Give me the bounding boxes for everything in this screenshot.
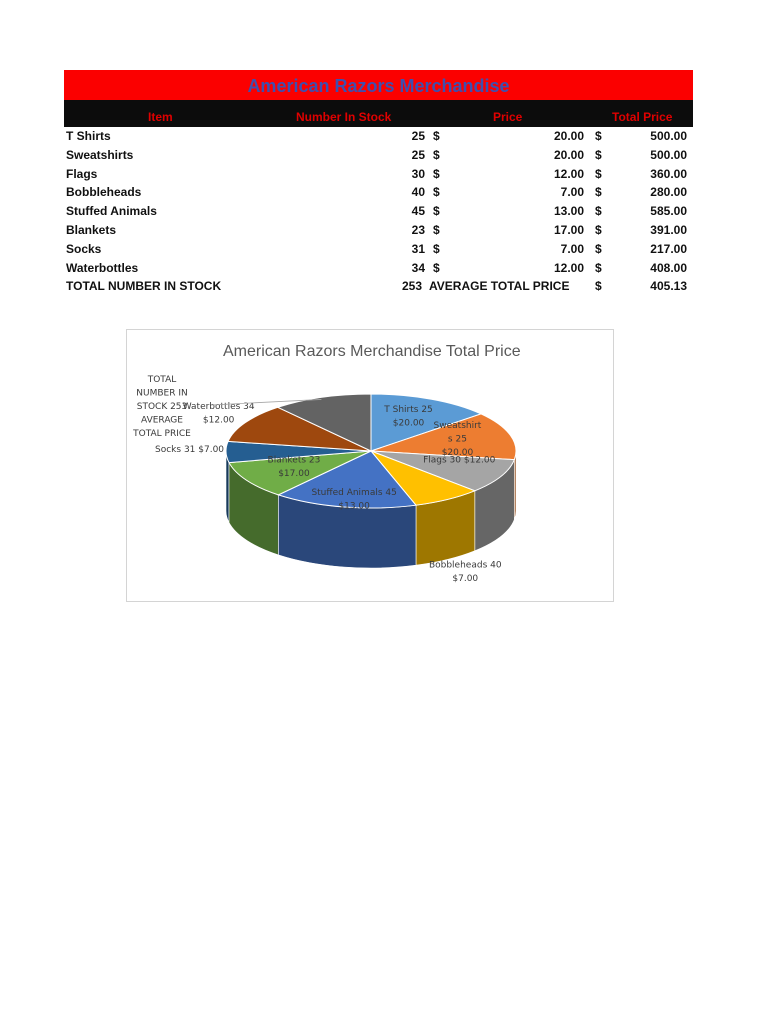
table-row xyxy=(64,146,693,165)
table-row xyxy=(64,259,693,278)
table-row xyxy=(64,183,693,202)
item-cell: T Shirts xyxy=(66,129,111,143)
pie-data-label: $12.00 xyxy=(202,415,235,426)
currency-symbol: $ xyxy=(433,129,440,143)
pie-data-label: Sweatshirt xyxy=(433,420,482,431)
summary-dollar: $ xyxy=(595,279,602,294)
pie-chart xyxy=(126,329,614,602)
pie-chart-svg xyxy=(127,330,613,601)
price-cell: 12.00 xyxy=(553,166,584,181)
item-cell: Stuffed Animals xyxy=(66,204,157,219)
pie-data-label: Waterbottles 34 xyxy=(182,402,255,413)
pie-data-label: AVERAGE xyxy=(141,415,183,426)
pie-data-label: TOTAL xyxy=(147,375,177,385)
total-price-cell: 391.00 xyxy=(650,222,687,237)
stock-cell: 23 xyxy=(411,222,425,237)
currency-symbol: $ xyxy=(595,260,602,275)
summary-row xyxy=(64,277,693,296)
pie-data-label: s 25 xyxy=(447,434,467,445)
stock-cell: 34 xyxy=(411,260,425,275)
total-price-cell: 500.00 xyxy=(650,147,687,162)
currency-symbol: $ xyxy=(595,129,602,143)
currency-symbol: $ xyxy=(595,185,602,200)
table-row xyxy=(64,202,693,221)
currency-symbol: $ xyxy=(595,147,602,162)
header-total: Total Price xyxy=(612,110,673,124)
price-cell: 12.00 xyxy=(553,260,584,275)
total-price-cell: 500.00 xyxy=(650,129,687,143)
currency-symbol: $ xyxy=(433,166,440,181)
table-row xyxy=(64,165,693,184)
summary-label: TOTAL NUMBER IN STOCK xyxy=(66,279,222,294)
stock-cell: 40 xyxy=(411,185,425,200)
price-cell: 7.00 xyxy=(560,241,584,256)
item-cell: Sweatshirts xyxy=(66,147,134,162)
summary-avg-label: AVERAGE TOTAL PRICE xyxy=(429,279,570,294)
header-price: Price xyxy=(493,110,523,124)
price-cell: 20.00 xyxy=(553,129,584,143)
table-header-row xyxy=(64,100,693,127)
stock-cell: 30 xyxy=(411,166,425,181)
total-price-cell: 280.00 xyxy=(650,185,687,200)
item-cell: Flags xyxy=(66,166,98,181)
currency-symbol: $ xyxy=(433,204,440,219)
pie-data-label: $7.00 xyxy=(452,573,479,584)
pie-data-label: NUMBER IN xyxy=(136,388,188,399)
stock-cell: 45 xyxy=(411,204,425,219)
total-price-cell: 585.00 xyxy=(650,204,687,219)
pie-data-label: $20.00 xyxy=(441,447,474,458)
total-price-cell: 408.00 xyxy=(650,260,687,275)
stock-cell: 31 xyxy=(411,241,425,256)
pie-data-label: Bobbleheads 40 xyxy=(428,560,502,571)
header-stock: Number In Stock xyxy=(296,110,392,124)
item-cell: Socks xyxy=(66,241,102,256)
currency-symbol: $ xyxy=(595,222,602,237)
table-body xyxy=(64,127,693,277)
pie-data-label: Flags 30 $12.00 xyxy=(423,455,496,466)
pie-data-label: $17.00 xyxy=(278,468,310,479)
pie-data-label: Socks 31 $7.00 xyxy=(155,445,225,456)
total-price-cell: 360.00 xyxy=(650,166,687,181)
currency-symbol: $ xyxy=(595,241,602,256)
item-cell: Blankets xyxy=(66,222,117,237)
currency-symbol: $ xyxy=(595,166,602,181)
table-row xyxy=(64,221,693,240)
merchandise-sheet xyxy=(64,70,693,296)
pie-data-label: TOTAL PRICE xyxy=(133,429,191,439)
sheet-title: American Razors Merchandise xyxy=(64,70,693,100)
total-price-cell: 217.00 xyxy=(650,241,687,256)
item-cell: Bobbleheads xyxy=(66,185,142,200)
stock-cell: 25 xyxy=(411,147,425,162)
price-cell: 17.00 xyxy=(553,222,584,237)
stock-cell: 25 xyxy=(411,129,425,143)
price-cell: 7.00 xyxy=(560,185,584,200)
currency-symbol: $ xyxy=(595,204,602,219)
item-cell: Waterbottles xyxy=(66,260,139,275)
currency-symbol: $ xyxy=(433,222,440,237)
price-cell: 13.00 xyxy=(553,204,584,219)
summary-stock: 253 xyxy=(402,279,423,294)
table-row xyxy=(64,240,693,259)
pie-data-label: Stuffed Animals 45 xyxy=(311,487,397,498)
currency-symbol: $ xyxy=(433,260,440,275)
pie-data-label: Blankets 23 xyxy=(267,455,321,466)
currency-symbol: $ xyxy=(433,147,440,162)
pie-data-label: STOCK 253 xyxy=(136,402,188,412)
header-item: Item xyxy=(148,110,173,124)
currency-symbol: $ xyxy=(433,241,440,256)
summary-avg-value: 405.13 xyxy=(650,279,687,294)
pie-data-label: $13.00 xyxy=(338,501,370,512)
pie-data-label: T Shirts 25 xyxy=(384,405,433,416)
currency-symbol: $ xyxy=(433,185,440,200)
price-cell: 20.00 xyxy=(553,147,584,162)
pie-data-label: $20.00 xyxy=(392,418,425,429)
chart-title: American Razors Merchandise Total Price xyxy=(223,343,521,360)
table-row xyxy=(64,127,693,146)
